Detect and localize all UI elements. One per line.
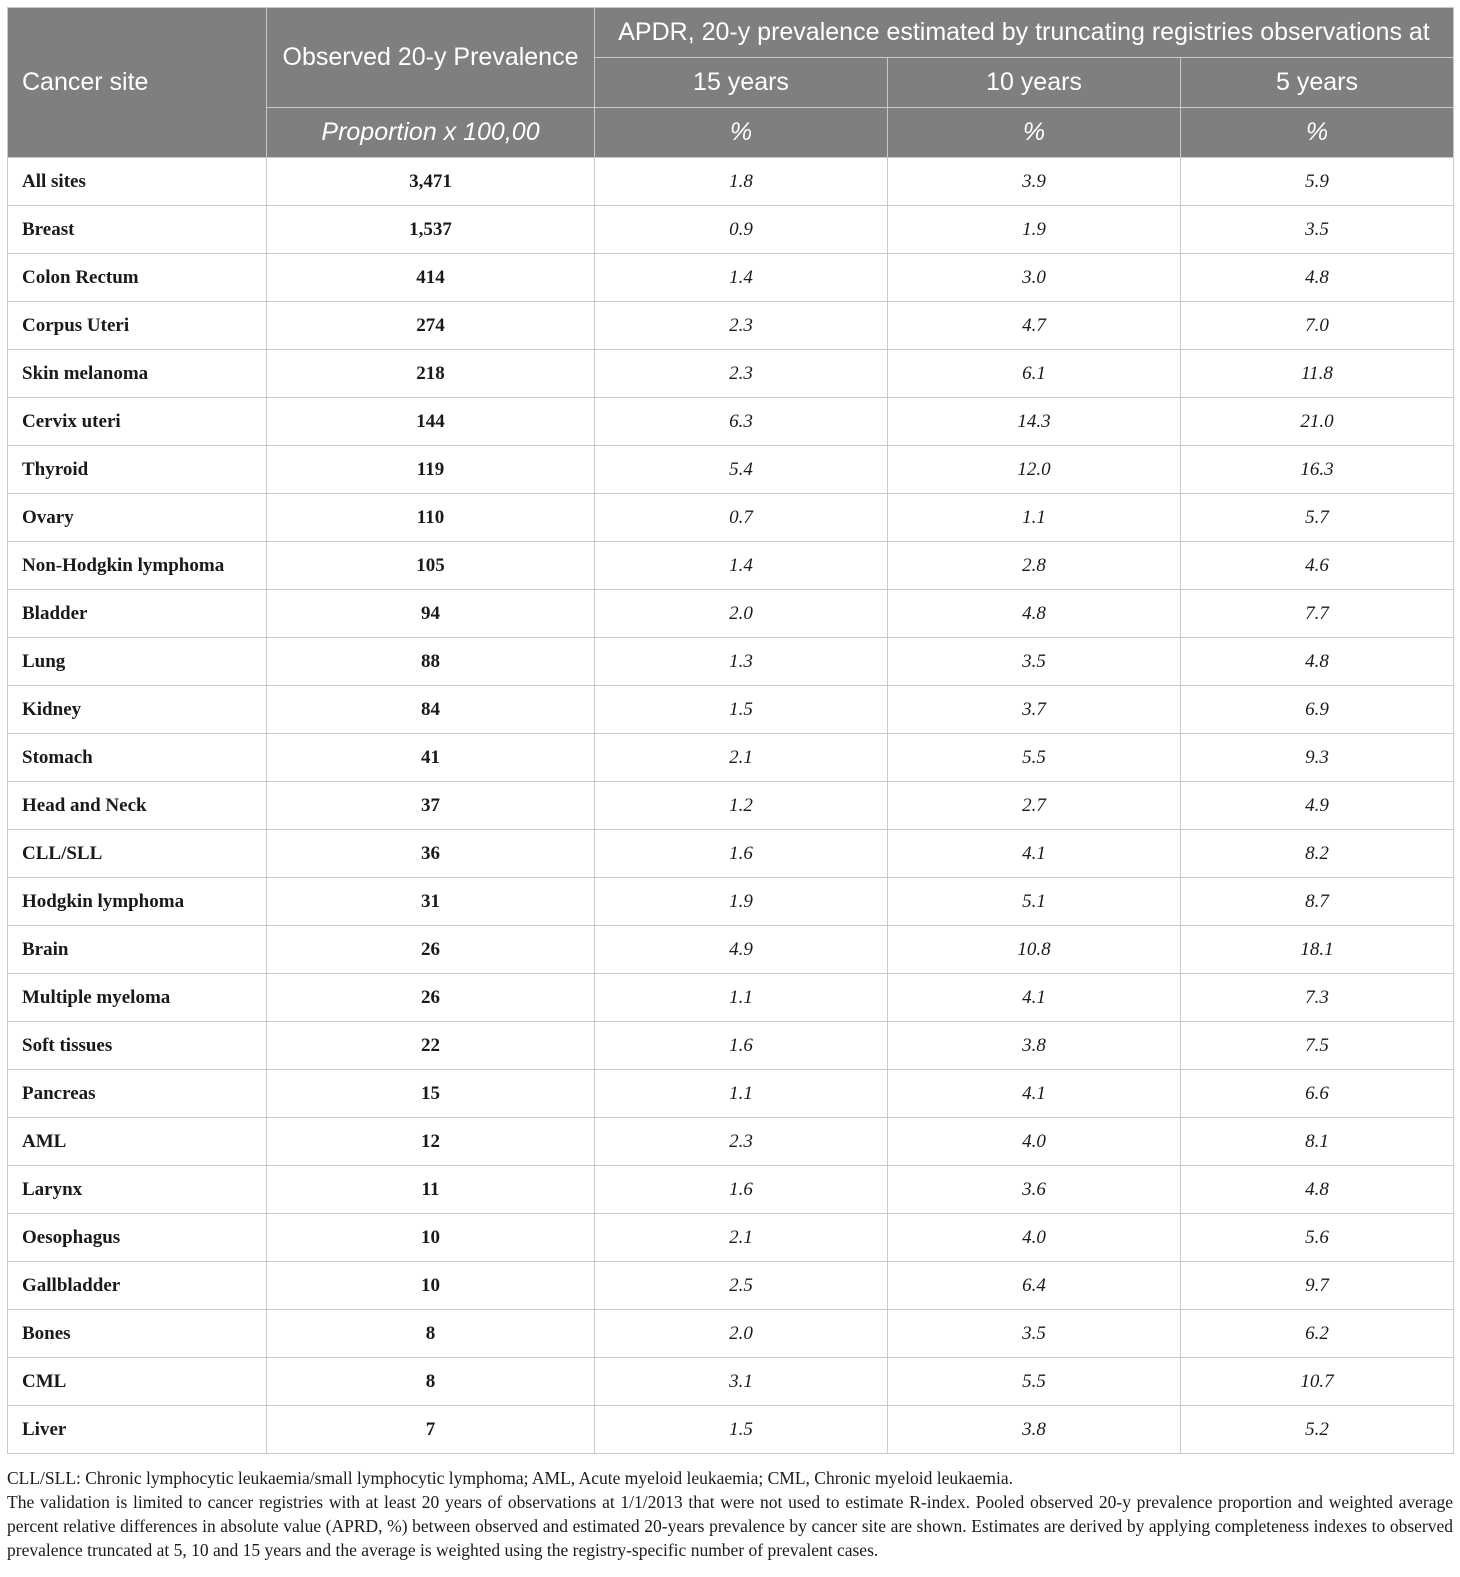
cell-observed-prevalence: 88: [267, 638, 595, 686]
table-row: [8, 1214, 1454, 1262]
cell-apdr-5-years: 9.3: [1181, 734, 1454, 782]
cell-apdr-15-years: 2.0: [595, 590, 888, 638]
cell-cancer-site: Bladder: [8, 590, 267, 638]
cell-apdr-15-years: 1.1: [595, 1070, 888, 1118]
prevalence-table-container: [7, 7, 1453, 1454]
table-row: [8, 254, 1454, 302]
cell-apdr-15-years: 1.9: [595, 878, 888, 926]
cell-apdr-10-years: 12.0: [888, 446, 1181, 494]
cell-apdr-10-years: 5.5: [888, 1358, 1181, 1406]
table-row: [8, 1022, 1454, 1070]
cell-cancer-site: Skin melanoma: [8, 350, 267, 398]
cell-apdr-5-years: 7.5: [1181, 1022, 1454, 1070]
cell-observed-prevalence: 12: [267, 1118, 595, 1166]
cell-observed-prevalence: 37: [267, 782, 595, 830]
cell-apdr-5-years: 4.8: [1181, 254, 1454, 302]
cell-apdr-5-years: 5.2: [1181, 1406, 1454, 1454]
cell-apdr-10-years: 3.5: [888, 638, 1181, 686]
cell-observed-prevalence: 110: [267, 494, 595, 542]
cell-observed-prevalence: 26: [267, 974, 595, 1022]
cell-apdr-15-years: 2.1: [595, 1214, 888, 1262]
table-row: [8, 1406, 1454, 1454]
cell-observed-prevalence: 7: [267, 1406, 595, 1454]
table-row: [8, 1310, 1454, 1358]
cell-observed-prevalence: 8: [267, 1310, 595, 1358]
cell-cancer-site: Breast: [8, 206, 267, 254]
cell-apdr-15-years: 2.3: [595, 350, 888, 398]
cell-apdr-10-years: 3.5: [888, 1310, 1181, 1358]
cell-apdr-5-years: 4.8: [1181, 1166, 1454, 1214]
cell-cancer-site: Lung: [8, 638, 267, 686]
cell-apdr-5-years: 11.8: [1181, 350, 1454, 398]
cell-observed-prevalence: 10: [267, 1214, 595, 1262]
cell-observed-prevalence: 41: [267, 734, 595, 782]
cell-apdr-15-years: 1.5: [595, 1406, 888, 1454]
cell-apdr-10-years: 6.4: [888, 1262, 1181, 1310]
cell-apdr-15-years: 1.8: [595, 158, 888, 206]
cell-observed-prevalence: 144: [267, 398, 595, 446]
cell-apdr-10-years: 1.1: [888, 494, 1181, 542]
cell-apdr-10-years: 3.0: [888, 254, 1181, 302]
header-row-1: [8, 8, 1454, 58]
header-15-years: 15 years: [595, 58, 888, 108]
cell-apdr-15-years: 2.5: [595, 1262, 888, 1310]
cell-apdr-10-years: 5.5: [888, 734, 1181, 782]
table-row: [8, 302, 1454, 350]
cell-observed-prevalence: 11: [267, 1166, 595, 1214]
cell-cancer-site: Gallbladder: [8, 1262, 267, 1310]
cell-apdr-15-years: 6.3: [595, 398, 888, 446]
prevalence-table: [7, 7, 1454, 1454]
table-row: [8, 1166, 1454, 1214]
cell-observed-prevalence: 26: [267, 926, 595, 974]
table-header: [8, 8, 1454, 158]
cell-cancer-site: Hodgkin lymphoma: [8, 878, 267, 926]
table-row: [8, 494, 1454, 542]
cell-observed-prevalence: 15: [267, 1070, 595, 1118]
cell-observed-prevalence: 22: [267, 1022, 595, 1070]
table-body: [8, 158, 1454, 1454]
cell-observed-prevalence: 31: [267, 878, 595, 926]
table-row: [8, 1262, 1454, 1310]
header-apdr: APDR, 20-y prevalence estimated by truncating registries observations at: [595, 8, 1454, 58]
cell-apdr-15-years: 1.5: [595, 686, 888, 734]
cell-apdr-15-years: 1.4: [595, 542, 888, 590]
cell-cancer-site: CML: [8, 1358, 267, 1406]
table-footnotes: [7, 1466, 1453, 1562]
cell-apdr-15-years: 1.2: [595, 782, 888, 830]
cell-apdr-10-years: 10.8: [888, 926, 1181, 974]
cell-apdr-5-years: 7.0: [1181, 302, 1454, 350]
cell-cancer-site: Multiple myeloma: [8, 974, 267, 1022]
cell-apdr-10-years: 3.6: [888, 1166, 1181, 1214]
cell-apdr-5-years: 4.8: [1181, 638, 1454, 686]
header-10-years: 10 years: [888, 58, 1181, 108]
table-row: [8, 974, 1454, 1022]
cell-apdr-10-years: 6.1: [888, 350, 1181, 398]
cell-apdr-15-years: 0.7: [595, 494, 888, 542]
cell-observed-prevalence: 3,471: [267, 158, 595, 206]
table-row: [8, 734, 1454, 782]
cell-observed-prevalence: 8: [267, 1358, 595, 1406]
table-row: [8, 1118, 1454, 1166]
cell-cancer-site: All sites: [8, 158, 267, 206]
cell-apdr-5-years: 9.7: [1181, 1262, 1454, 1310]
cell-apdr-10-years: 3.8: [888, 1406, 1181, 1454]
cell-apdr-5-years: 6.2: [1181, 1310, 1454, 1358]
cell-apdr-15-years: 5.4: [595, 446, 888, 494]
cell-apdr-10-years: 4.1: [888, 974, 1181, 1022]
cell-cancer-site: Ovary: [8, 494, 267, 542]
footnote-abbreviations: CLL/SLL: Chronic lymphocytic leukaemia/small lymphocytic lymphoma; AML, Acute myeloid leukaemia; CML, Chronic myeloid leukaemia.: [7, 1468, 1014, 1488]
cell-apdr-10-years: 4.8: [888, 590, 1181, 638]
cell-observed-prevalence: 1,537: [267, 206, 595, 254]
cell-apdr-5-years: 8.7: [1181, 878, 1454, 926]
header-unit-5: %: [1181, 108, 1454, 158]
table-row: [8, 446, 1454, 494]
header-observed-prevalence: Observed 20-y Prevalence: [267, 8, 595, 108]
header-unit-15: %: [595, 108, 888, 158]
cell-apdr-15-years: 2.3: [595, 302, 888, 350]
cell-apdr-5-years: 7.7: [1181, 590, 1454, 638]
cell-observed-prevalence: 84: [267, 686, 595, 734]
cell-apdr-15-years: 0.9: [595, 206, 888, 254]
cell-apdr-10-years: 3.9: [888, 158, 1181, 206]
cell-apdr-15-years: 3.1: [595, 1358, 888, 1406]
cell-cancer-site: Pancreas: [8, 1070, 267, 1118]
cell-apdr-15-years: 1.1: [595, 974, 888, 1022]
cell-apdr-10-years: 4.0: [888, 1118, 1181, 1166]
cell-cancer-site: Thyroid: [8, 446, 267, 494]
cell-cancer-site: Oesophagus: [8, 1214, 267, 1262]
cell-apdr-10-years: 2.8: [888, 542, 1181, 590]
cell-cancer-site: Larynx: [8, 1166, 267, 1214]
table-row: [8, 926, 1454, 974]
footnote-validation: The validation is limited to cancer registries with at least 20 years of observations at 1/1/2013 that were not used to estimate R-index. Pooled observed 20-y prevalence proportion and weighted average percent relative differences in absolute value (APRD, %) between observed and estimated 20-years prevalence by cancer site are shown. Estimates are derived by applying completeness indexes to observed prevalence truncated at 5, 10 and 15 years and the average is weighted using the registry-specific number of prevalent cases.: [7, 1492, 1453, 1560]
table-row: [8, 542, 1454, 590]
cell-cancer-site: Bones: [8, 1310, 267, 1358]
cell-observed-prevalence: 10: [267, 1262, 595, 1310]
cell-apdr-5-years: 3.5: [1181, 206, 1454, 254]
table-row: [8, 782, 1454, 830]
cell-apdr-10-years: 3.7: [888, 686, 1181, 734]
cell-apdr-5-years: 7.3: [1181, 974, 1454, 1022]
table-row: [8, 398, 1454, 446]
cell-apdr-10-years: 5.1: [888, 878, 1181, 926]
header-unit-10: %: [888, 108, 1181, 158]
cell-observed-prevalence: 274: [267, 302, 595, 350]
cell-apdr-5-years: 18.1: [1181, 926, 1454, 974]
header-5-years: 5 years: [1181, 58, 1454, 108]
cell-apdr-15-years: 1.4: [595, 254, 888, 302]
table-row: [8, 878, 1454, 926]
table-row: [8, 686, 1454, 734]
header-observed-unit: Proportion x 100,00: [267, 108, 595, 158]
cell-cancer-site: Brain: [8, 926, 267, 974]
cell-apdr-10-years: 3.8: [888, 1022, 1181, 1070]
cell-apdr-5-years: 5.9: [1181, 158, 1454, 206]
cell-observed-prevalence: 105: [267, 542, 595, 590]
cell-apdr-10-years: 4.1: [888, 1070, 1181, 1118]
cell-apdr-15-years: 2.0: [595, 1310, 888, 1358]
header-cancer-site: Cancer site: [8, 8, 267, 158]
cell-observed-prevalence: 414: [267, 254, 595, 302]
cell-cancer-site: Corpus Uteri: [8, 302, 267, 350]
cell-apdr-5-years: 21.0: [1181, 398, 1454, 446]
cell-apdr-5-years: 4.6: [1181, 542, 1454, 590]
table-row: [8, 206, 1454, 254]
cell-apdr-15-years: 1.6: [595, 830, 888, 878]
cell-apdr-10-years: 4.7: [888, 302, 1181, 350]
table-row: [8, 158, 1454, 206]
cell-observed-prevalence: 36: [267, 830, 595, 878]
cell-apdr-5-years: 10.7: [1181, 1358, 1454, 1406]
cell-apdr-5-years: 6.9: [1181, 686, 1454, 734]
cell-apdr-5-years: 16.3: [1181, 446, 1454, 494]
cell-cancer-site: AML: [8, 1118, 267, 1166]
cell-cancer-site: Stomach: [8, 734, 267, 782]
cell-apdr-10-years: 1.9: [888, 206, 1181, 254]
table-row: [8, 1070, 1454, 1118]
cell-cancer-site: Liver: [8, 1406, 267, 1454]
cell-apdr-5-years: 6.6: [1181, 1070, 1454, 1118]
cell-apdr-10-years: 4.0: [888, 1214, 1181, 1262]
cell-cancer-site: Non-Hodgkin lymphoma: [8, 542, 267, 590]
cell-apdr-15-years: 1.3: [595, 638, 888, 686]
cell-apdr-10-years: 2.7: [888, 782, 1181, 830]
table-row: [8, 590, 1454, 638]
cell-apdr-5-years: 4.9: [1181, 782, 1454, 830]
cell-observed-prevalence: 218: [267, 350, 595, 398]
cell-apdr-5-years: 5.7: [1181, 494, 1454, 542]
table-row: [8, 638, 1454, 686]
cell-cancer-site: Colon Rectum: [8, 254, 267, 302]
cell-observed-prevalence: 94: [267, 590, 595, 638]
cell-apdr-5-years: 5.6: [1181, 1214, 1454, 1262]
cell-observed-prevalence: 119: [267, 446, 595, 494]
cell-apdr-5-years: 8.2: [1181, 830, 1454, 878]
cell-apdr-15-years: 4.9: [595, 926, 888, 974]
cell-apdr-15-years: 2.1: [595, 734, 888, 782]
cell-apdr-5-years: 8.1: [1181, 1118, 1454, 1166]
cell-cancer-site: Kidney: [8, 686, 267, 734]
cell-apdr-10-years: 14.3: [888, 398, 1181, 446]
cell-cancer-site: Head and Neck: [8, 782, 267, 830]
cell-apdr-10-years: 4.1: [888, 830, 1181, 878]
cell-apdr-15-years: 1.6: [595, 1166, 888, 1214]
table-row: [8, 830, 1454, 878]
cell-cancer-site: Cervix uteri: [8, 398, 267, 446]
cell-cancer-site: CLL/SLL: [8, 830, 267, 878]
cell-apdr-15-years: 1.6: [595, 1022, 888, 1070]
table-row: [8, 350, 1454, 398]
cell-apdr-15-years: 2.3: [595, 1118, 888, 1166]
cell-cancer-site: Soft tissues: [8, 1022, 267, 1070]
table-row: [8, 1358, 1454, 1406]
